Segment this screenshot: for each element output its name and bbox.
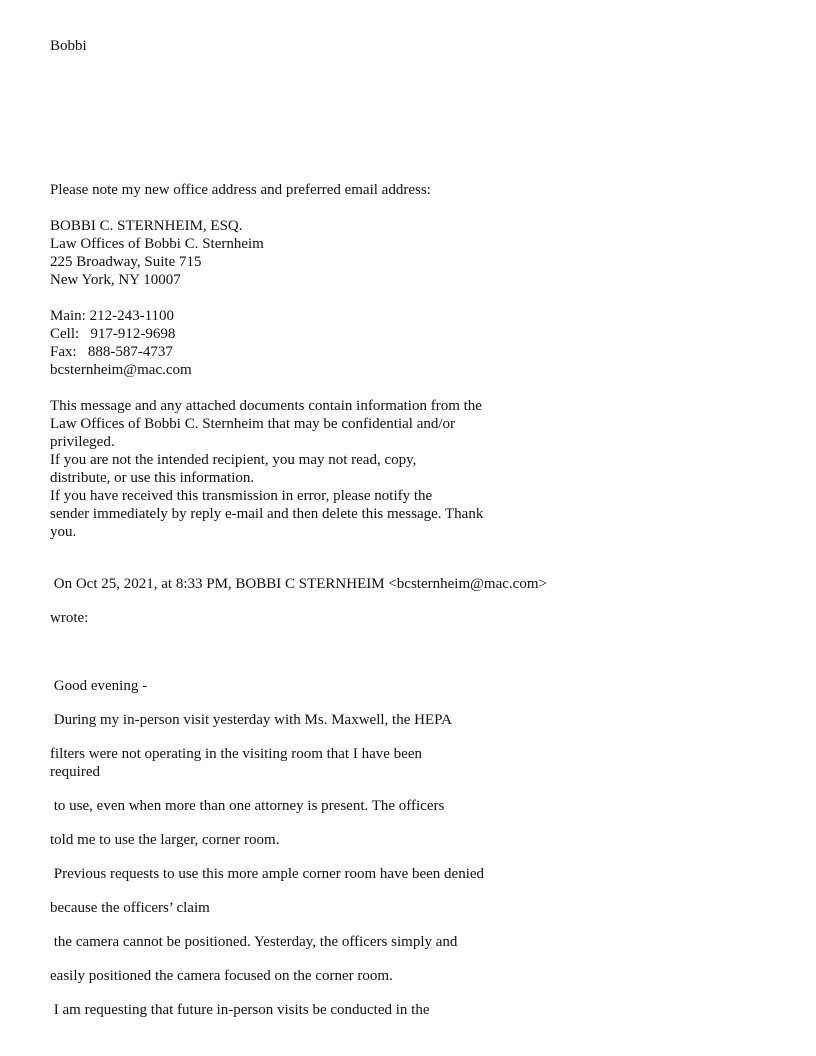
- disclaimer-line: If you are not the intended recipient, you may not read, copy,: [50, 452, 417, 468]
- quoted-line: the camera cannot be positioned. Yesterday, the officers simply and: [50, 934, 458, 950]
- quoted-line: During my in-person visit yesterday with Ms. Maxwell, the HEPA: [50, 712, 452, 728]
- quoted-line: because the officers’ claim: [50, 900, 210, 916]
- quote-header-line: On Oct 25, 2021, at 8:33 PM, BOBBI C STERNHEIM <bcsternheim@mac.com>: [50, 576, 547, 592]
- contact-fax: Fax: 888-587-4737: [50, 344, 173, 360]
- disclaimer-line: you.: [50, 524, 77, 540]
- disclaimer-line: privileged.: [50, 434, 115, 450]
- contact-main-phone: Main: 212-243-1100: [50, 308, 175, 324]
- disclaimer-line: This message and any attached documents contain information from the: [50, 398, 482, 414]
- quoted-line: Good evening -: [50, 678, 148, 694]
- disclaimer-line: If you have received this transmission in error, please notify the: [50, 488, 433, 504]
- quote-header-line: wrote:: [50, 610, 89, 626]
- quoted-line: filters were not operating in the visiting room that I have been: [50, 746, 422, 762]
- address-street: 225 Broadway, Suite 715: [50, 254, 202, 270]
- disclaimer-line: Law Offices of Bobbi C. Sternheim that may be confidential and/or: [50, 416, 456, 432]
- signature-name: Bobbi: [50, 38, 87, 54]
- address-name: BOBBI C. STERNHEIM, ESQ.: [50, 218, 243, 234]
- disclaimer-line: sender immediately by reply e-mail and then delete this message. Thank: [50, 506, 484, 522]
- quoted-line: told me to use the larger, corner room.: [50, 832, 280, 848]
- contact-cell-phone: Cell: 917-912-9698: [50, 326, 176, 342]
- disclaimer-line: distribute, or use this information.: [50, 470, 255, 486]
- quoted-line: easily positioned the camera focused on the corner room.: [50, 968, 393, 984]
- quoted-line: Previous requests to use this more ample corner room have been denied: [50, 866, 485, 882]
- quoted-line: I am requesting that future in-person visits be conducted in the: [50, 1002, 430, 1018]
- address-city: New York, NY 10007: [50, 272, 181, 288]
- quoted-line: to use, even when more than one attorney is present. The officers: [50, 798, 445, 814]
- address-notice: Please note my new office address and preferred email address:: [50, 182, 431, 198]
- address-firm: Law Offices of Bobbi C. Sternheim: [50, 236, 264, 252]
- quoted-line: required: [50, 764, 100, 780]
- contact-email: bcsternheim@mac.com: [50, 362, 192, 378]
